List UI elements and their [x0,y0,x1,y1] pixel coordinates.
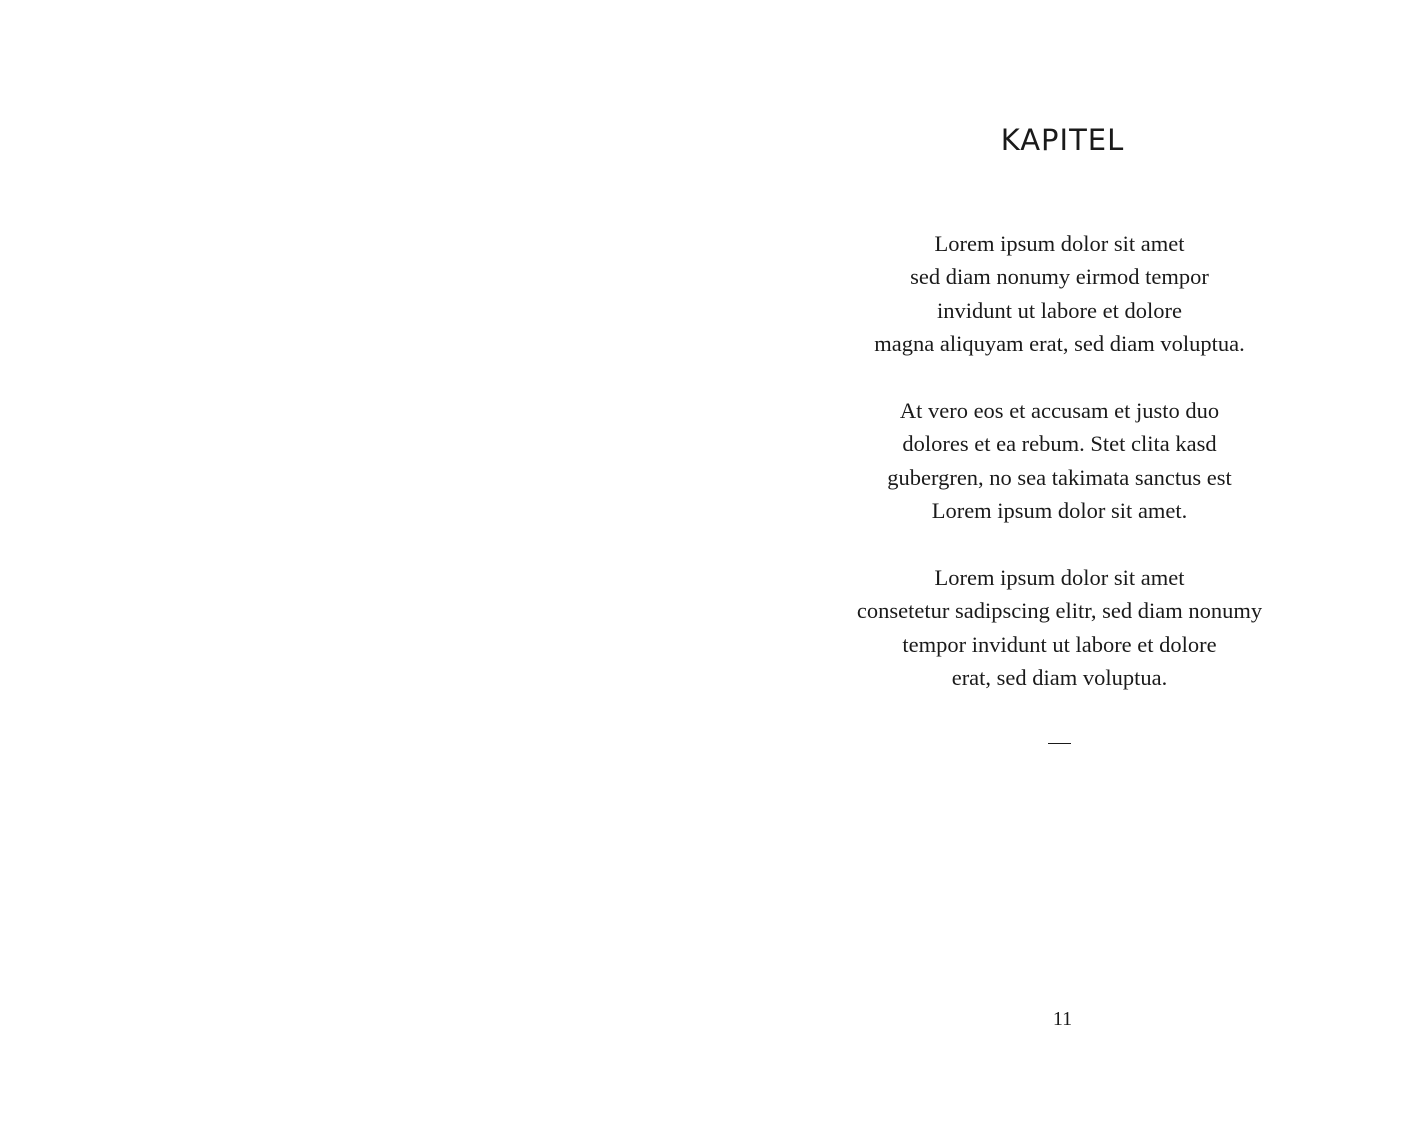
verse-line: Lorem ipsum dolor sit amet [934,565,1185,591]
verse-line: erat, sed diam voluptua. [951,665,1168,691]
verse-line: gubergren, no sea takimata sanctus est [887,464,1232,490]
stanza-2 [708,394,1411,528]
verse-line: Lorem ipsum dolor sit amet [934,231,1185,256]
verse-line: magna aliquyam erat, sed diam voluptua. [874,331,1245,357]
verse-line: invidunt ut labore et dolore [937,297,1182,323]
verse-line: dolores et ea rebum. Stet clita kasd [902,431,1217,457]
poem-body [708,227,1411,728]
verse-line: Lorem ipsum dolor sit amet. [931,498,1188,524]
verse-line: At vero eos et accusam et justo duo [899,398,1220,424]
left-page-blank [0,0,708,1122]
stanza-1 [708,227,1411,361]
verse-line: consetetur sadipscing elitr, sed diam nonumy [856,598,1263,624]
right-page [708,0,1417,1122]
section-divider [1048,743,1071,744]
chapter-title: KAPITEL [1000,123,1125,157]
verse-line: sed diam nonumy eirmod tempor [910,264,1209,290]
verse-line: tempor invidunt ut labore et dolore [902,631,1217,657]
stanza-3 [708,561,1411,695]
page-number: 11 [1052,1008,1073,1030]
